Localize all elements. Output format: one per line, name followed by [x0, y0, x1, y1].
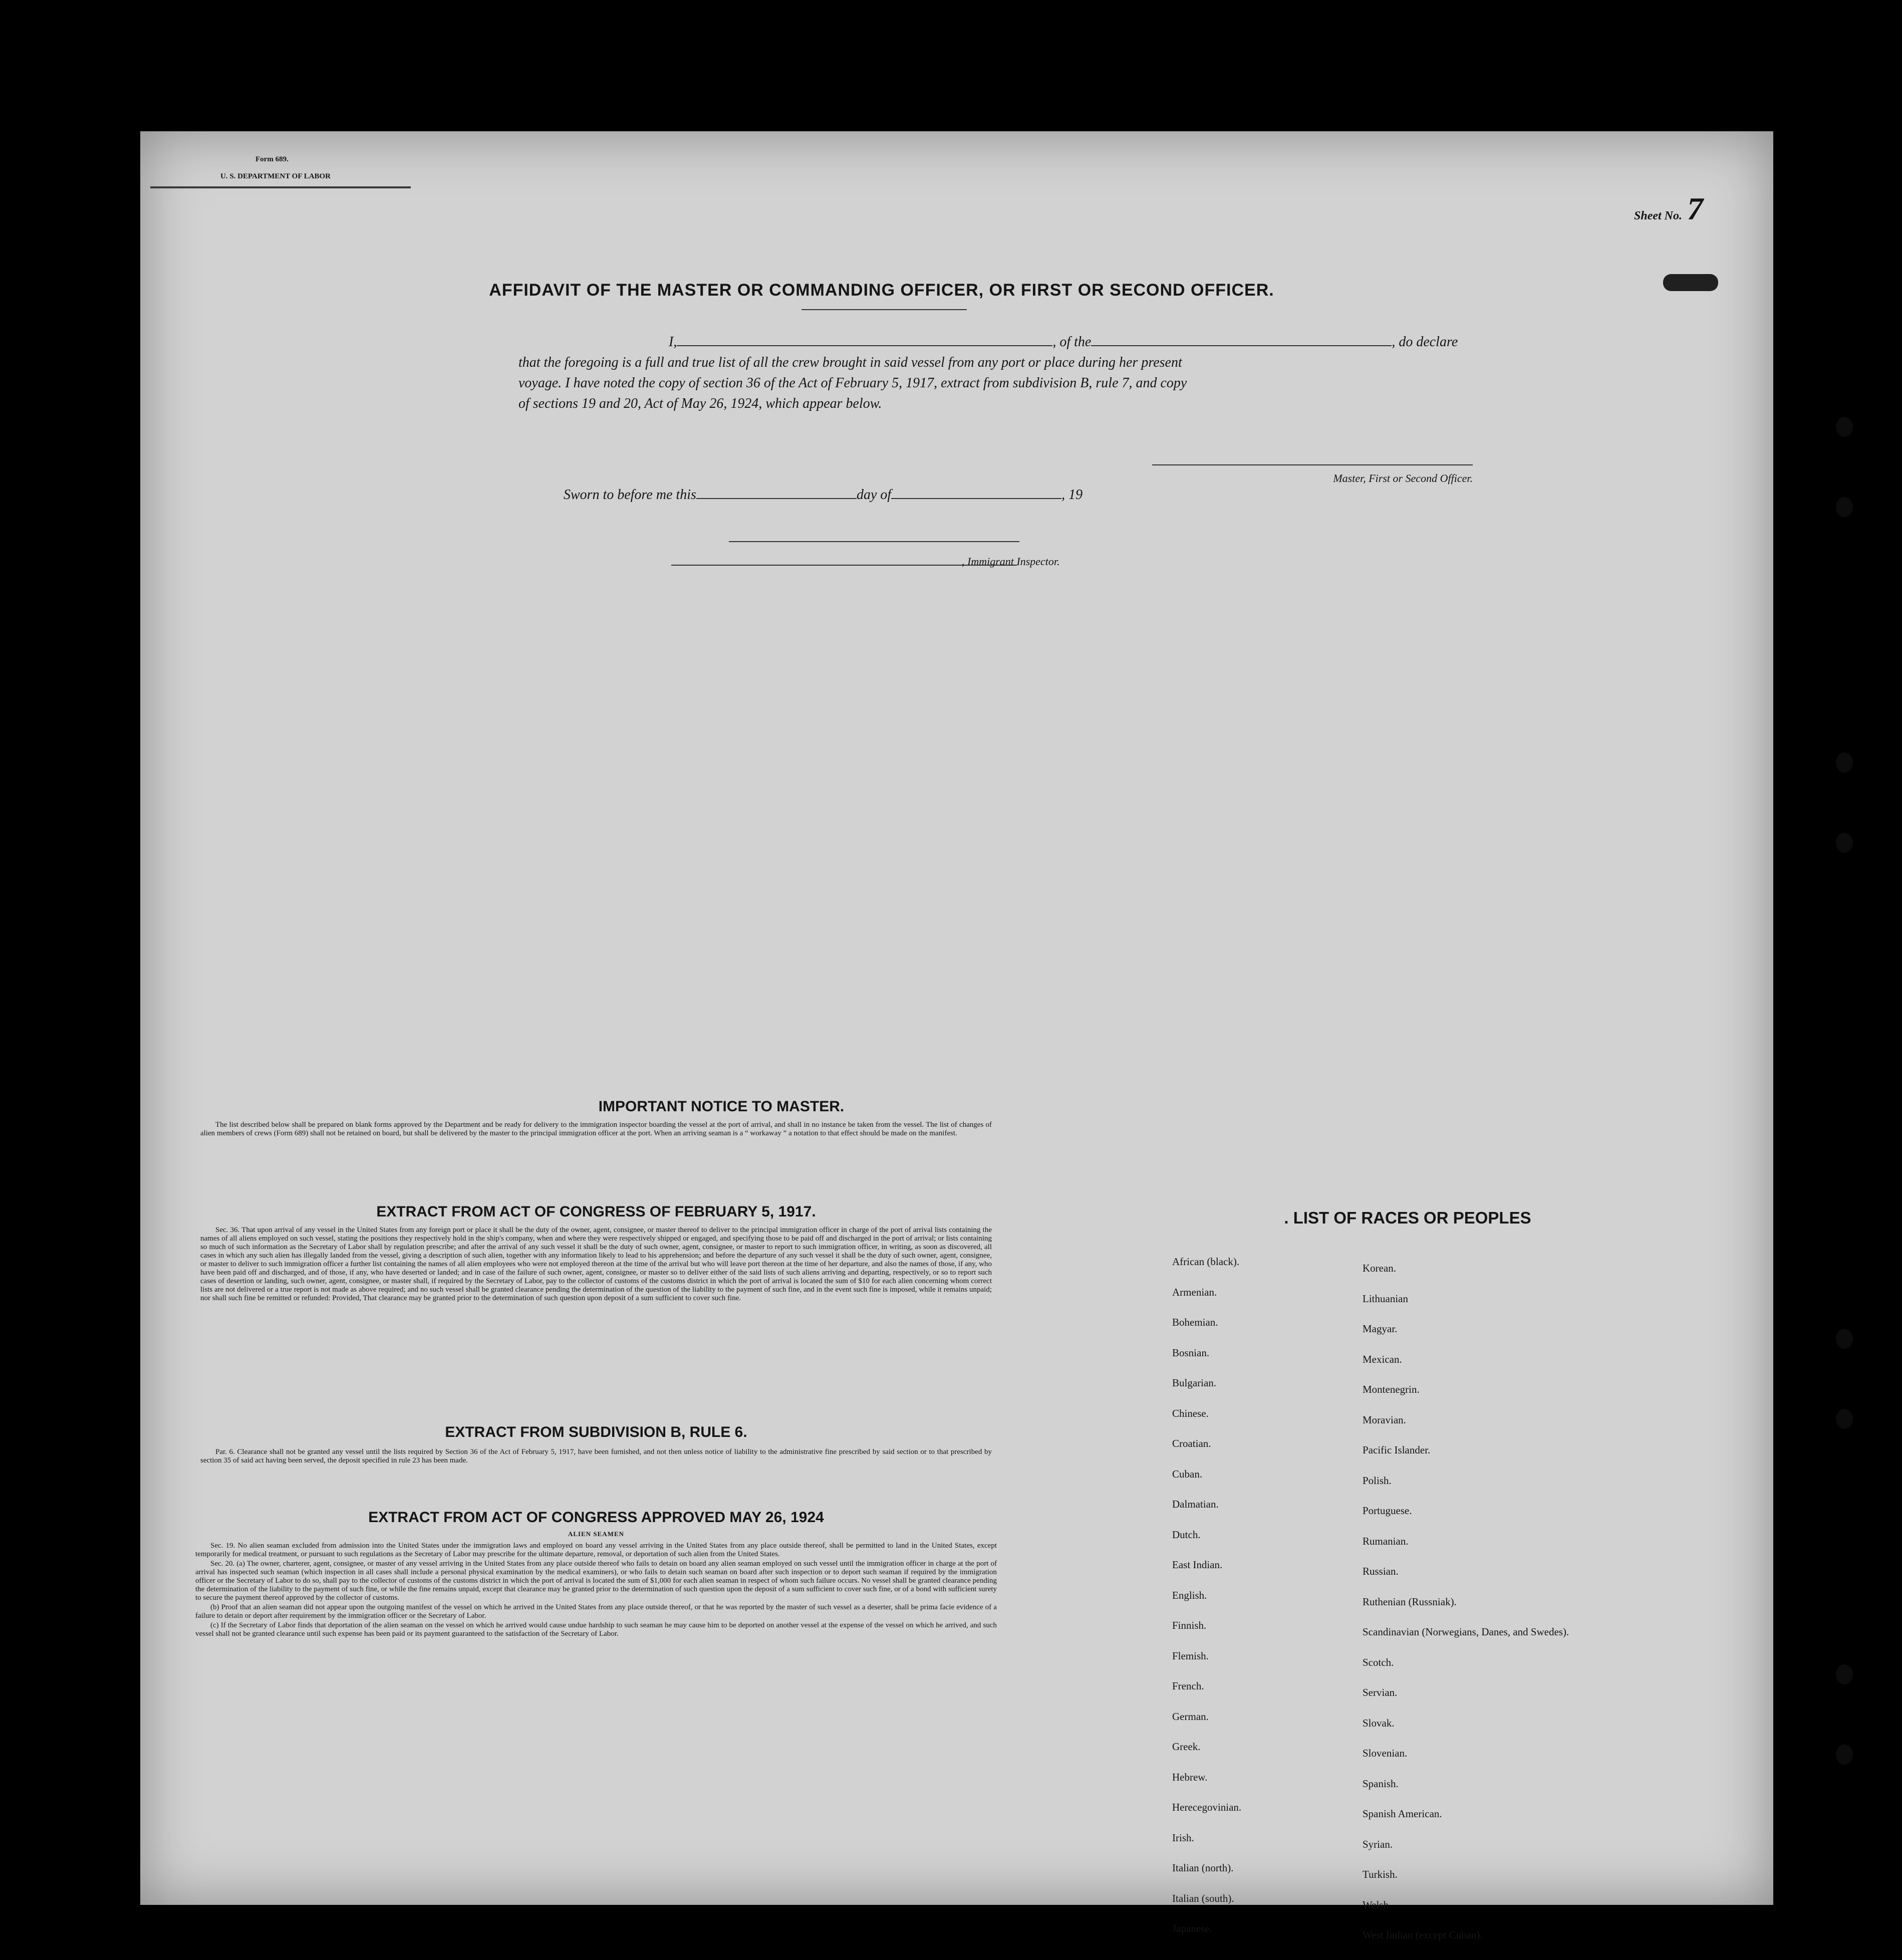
race-item: Welsh.	[1363, 1898, 1392, 1911]
affidavit-title-underline	[801, 309, 967, 310]
race-item: Greek.	[1172, 1741, 1201, 1753]
sheet-number-field	[1634, 190, 1703, 227]
race-item: Korean.	[1363, 1262, 1397, 1274]
affidavit-i: I,	[669, 334, 677, 350]
sworn-day-blank[interactable]	[696, 486, 857, 499]
document-sheet	[140, 131, 1773, 1941]
binder-hole	[1836, 1409, 1853, 1429]
sheet-number-value: 7	[1687, 191, 1703, 226]
extract-1917-title: EXTRACT FROM ACT OF CONGRESS OF FEBRUARY 5, 1917.	[376, 1203, 816, 1220]
sworn-statement	[564, 486, 1082, 503]
binder-clip-mark	[1663, 274, 1718, 291]
extract-1924-sec19: Sec. 19. No alien seaman excluded from admission into the United States under the immigration laws and employed on board any vessel arriving in the United States from any place outside thereof, shall be permitted to land in the United States, except temporarily for medical treatment, or pursuant to such regulations as the Secretary of Labor may prescribe for the ultimate departure, removal, or deportation of such alien from the United States.	[195, 1542, 997, 1558]
declarant-name-blank[interactable]	[677, 333, 1052, 346]
race-item: Bosnian.	[1172, 1346, 1210, 1359]
affidavit-title: AFFIDAVIT OF THE MASTER OR COMMANDING OFFICER, OR FIRST OR SECOND OFFICER.	[489, 281, 1274, 300]
race-item: Chinese.	[1172, 1407, 1209, 1419]
affidavit-of-the: , of the	[1052, 334, 1092, 350]
race-item: Armenian.	[1172, 1286, 1217, 1298]
extract-1917-paragraph: Sec. 36. That upon arrival of any vessel in the United States from any foreign port or place it shall be the duty of the owner, agent, consignee, or master thereof to deliver to the principal immigration officer in charge of the port of arrival lists containing the names of all aliens employed on such vessel, stating the positions they respectively hold in the ship's company, when and where they were respectively shipped or engaged, and specifying those to be paid off and discharged in the port of arrival; or lists containing so much of such information as the Secretary of Labor shall by regulation prescribe; and after the arrival of any such vessel it shall be the duty of such owner, agent, consignee, or master to report to such immigration officer, in writing, as soon as discovered, all cases in which any such alien has illegally landed from the vessel, giving a description of such alien, together with any information likely to lead to his apprehension; and before the departure of any such vessel it shall be the duty of such owner, agent, consignee, or master to deliver to such immigration officer a further list containing the names of all alien employees who were not employed thereon at the time of the arrival but who will leave port thereon at the time of her departure, and also the names of those, if any, who have been paid off and discharged, and of those, if any, who have deserted or landed; and in case of the failure of such owner, agent, consignee, or master so to deliver either of the said lists of such aliens arriving and departing, respectively, or so to report such cases of desertion or landing, such owner, agent, consignee, or master shall, if required by the Secretary of Labor, pay to the collector of customs of the customs district in which the port of arrival is located the sum of $10 for each alien concerning whom correct lists are not delivered or a true report is not made as above required; and no such vessel shall be granted clearance pending the determination of the question of the liability to the payment of such fine, and in the event such fine is imposed, while it remains unpaid; nor shall such fine be remitted or refunded: Provided, That clearance may be granted prior to the determination of such question upon deposit of a sum sufficient to cover such fine.	[200, 1226, 992, 1302]
vessel-name-blank[interactable]	[1091, 333, 1392, 346]
race-item: Mexican.	[1363, 1353, 1402, 1365]
race-item: Bulgarian.	[1172, 1377, 1217, 1389]
race-item: German.	[1172, 1710, 1209, 1723]
affidavit-line-2: that the foregoing is a full and true list of all the crew brought in said vessel from any port or place during her present	[518, 355, 1182, 370]
affidavit-line-1	[518, 332, 1495, 352]
race-item: Montenegrin.	[1363, 1383, 1420, 1395]
inspector-label: , Immigrant Inspector.	[962, 555, 1060, 568]
master-signature-label: Master, First or Second Officer.	[1333, 472, 1473, 484]
extract-rule6-title: EXTRACT FROM SUBDIVISION B, RULE 6.	[445, 1424, 747, 1440]
notice-body: The list described below shall be prepared on blank forms approved by the Department and be ready for delivery to the immigration inspector boarding the vessel at the port of arrival, and shall in no instance be taken from the vessel. The list of changes of alien members of crews (Form 689) shall not be retained on board, but shall be delivered by the master to the principal immigration officer at the port. When an arriving seaman is a “ workaway ” a notation to that effect should be made on the manifest.	[200, 1121, 992, 1137]
binder-hole	[1836, 1745, 1853, 1765]
race-item: Ruthenian (Russniak).	[1363, 1595, 1457, 1608]
race-item: Rumanian.	[1363, 1535, 1409, 1547]
race-item: Russian.	[1363, 1565, 1399, 1577]
race-item: Italian (north).	[1172, 1862, 1234, 1874]
race-item: Dutch.	[1172, 1528, 1201, 1541]
affidavit-line-4: of sections 19 and 20, Act of May 26, 1924, which appear below.	[518, 396, 882, 411]
year-label: , 19	[1061, 487, 1083, 503]
race-item: Turkish.	[1363, 1868, 1398, 1880]
form-number: Form 689.	[255, 155, 289, 163]
race-item: Moravian.	[1363, 1413, 1406, 1426]
binder-hole	[1836, 417, 1853, 437]
race-item: Finnish.	[1172, 1619, 1207, 1631]
header-rule	[150, 186, 411, 188]
affidavit-line-3: voyage. I have noted the copy of section 36 of the Act of February 5, 1917, extract from subdivision B, rule 7, and copy	[518, 375, 1187, 391]
race-item: Flemish.	[1172, 1649, 1209, 1662]
sworn-before-label: Sworn to before me this	[564, 487, 696, 503]
race-item: Lithuanian	[1363, 1292, 1408, 1305]
race-item: West Indian (except Cuban).	[1363, 1929, 1483, 1941]
binder-hole	[1836, 1664, 1853, 1684]
race-item: East Indian.	[1172, 1559, 1223, 1571]
race-item: English.	[1172, 1589, 1207, 1601]
race-item: Cuban.	[1172, 1467, 1203, 1480]
extract-1917-body	[200, 1226, 992, 1304]
race-item: Irish.	[1172, 1831, 1194, 1844]
affidavit-declare: , do declare	[1392, 334, 1458, 350]
extract-1924-body	[195, 1542, 997, 1639]
race-item: Hebrew.	[1172, 1771, 1208, 1783]
binder-hole	[1836, 753, 1853, 773]
race-item: Pacific Islander.	[1363, 1444, 1431, 1456]
extract-rule6-body: Par. 6. Clearance shall not be granted any vessel until the lists required by Section 36 of the Act of February 5, 1917, have been furnished, and not then unless notice of liability to the administrative fine prescribed by said section or to that prescribed by section 35 of said act having been served, the deposit specified in rule 23 has been made.	[200, 1448, 992, 1464]
race-item: Servian.	[1363, 1686, 1398, 1698]
race-item: Croatian.	[1172, 1437, 1211, 1449]
race-item: Italian (south).	[1172, 1892, 1234, 1904]
race-item: Polish.	[1363, 1474, 1392, 1487]
race-item: Magyar.	[1363, 1323, 1398, 1335]
race-item: Scandinavian (Norwegians, Danes, and Swedes).	[1363, 1626, 1569, 1638]
binder-hole	[1836, 833, 1853, 853]
extract-1924-sec20a: Sec. 20. (a) The owner, charterer, agent, consignee, or master of any vessel arriving in the United States from any place outside thereof who fails to detain on board any alien seaman employed on such vessel until the immigration officer in charge at the port of arrival has inspected such seaman (which inspection in all cases shall include a personal physical examination by the medical examiners), or who fails to detain such seaman on board after such inspection or to deport such seaman if required by the immigration officer or the Secretary of Labor to do so, shall pay to the collector of customs of the customs district in which the port of arrival is located the sum of $1,000 for each alien seaman in respect of whom such failure occurs. No vessel shall be granted clearance pending the determination of the liability to the payment of such fine, or while the fine remains unpaid, except that clearance may be granted prior to the determination of such question upon the deposit of a sum sufficient to cover such fine, or of a bond with sufficient surety to secure the payment thereof approved by the collector of customs.	[195, 1560, 997, 1602]
extract-1924-sec20b: (b) Proof that an alien seaman did not appear upon the outgoing manifest of the vessel on which he arrived in the United States from any place outside thereof, or that he was reported by the master of such vessel as a deserter, shall be prima facie evidence of a failure to detain or deport after requirement by the immigration officer or the Secretary of Labor.	[195, 1603, 997, 1620]
sheet-number-label: Sheet No.	[1634, 209, 1682, 222]
race-item: Spanish.	[1363, 1777, 1399, 1790]
affidavit-body	[518, 332, 1495, 414]
race-item: Slovak.	[1363, 1717, 1395, 1729]
bleed-through-text	[591, 206, 601, 239]
race-item: Portuguese.	[1363, 1505, 1412, 1517]
race-item: Syrian.	[1363, 1838, 1393, 1850]
separator-rule	[729, 541, 1019, 542]
races-title: . LIST OF RACES OR PEOPLES	[1284, 1208, 1531, 1227]
binder-hole	[1836, 1329, 1853, 1349]
form-department: U. S. DEPARTMENT OF LABOR	[220, 172, 331, 180]
race-item: African (black).	[1172, 1256, 1240, 1268]
day-of-label: day of	[856, 487, 892, 503]
sworn-month-blank[interactable]	[891, 486, 1061, 499]
race-item: Herecegovinian.	[1172, 1801, 1242, 1813]
race-item: Japanese.	[1172, 1922, 1212, 1934]
race-item: French.	[1172, 1680, 1204, 1692]
notice-title: IMPORTANT NOTICE TO MASTER.	[598, 1098, 845, 1115]
master-signature-line[interactable]	[1152, 464, 1473, 465]
races-right-column	[1363, 1263, 1663, 1960]
races-left-column	[1172, 1256, 1383, 1953]
race-item: Scotch.	[1363, 1656, 1394, 1668]
race-item: Dalmatian.	[1172, 1498, 1219, 1510]
extract-1924-sec20c: (c) If the Secretary of Labor finds that deportation of the alien seaman on the vessel on which he arrived would cause undue hardship to such seaman he may cause him to be deported on another vessel at the expense of the vessel on which he arrived, and such vessel shall not be granted clearance until such expense has been paid or its payment guaranteed to the satisfaction of the Secretary of Labor.	[195, 1621, 997, 1638]
extract-1924-title: EXTRACT FROM ACT OF CONGRESS APPROVED MAY 26, 1924	[368, 1509, 824, 1526]
extract-1924-subtitle: ALIEN SEAMEN	[568, 1530, 625, 1538]
race-item: Slovenian.	[1363, 1747, 1408, 1759]
binder-hole	[1836, 497, 1853, 517]
race-item: Spanish American.	[1363, 1808, 1442, 1820]
race-item: Bohemian.	[1172, 1316, 1218, 1328]
